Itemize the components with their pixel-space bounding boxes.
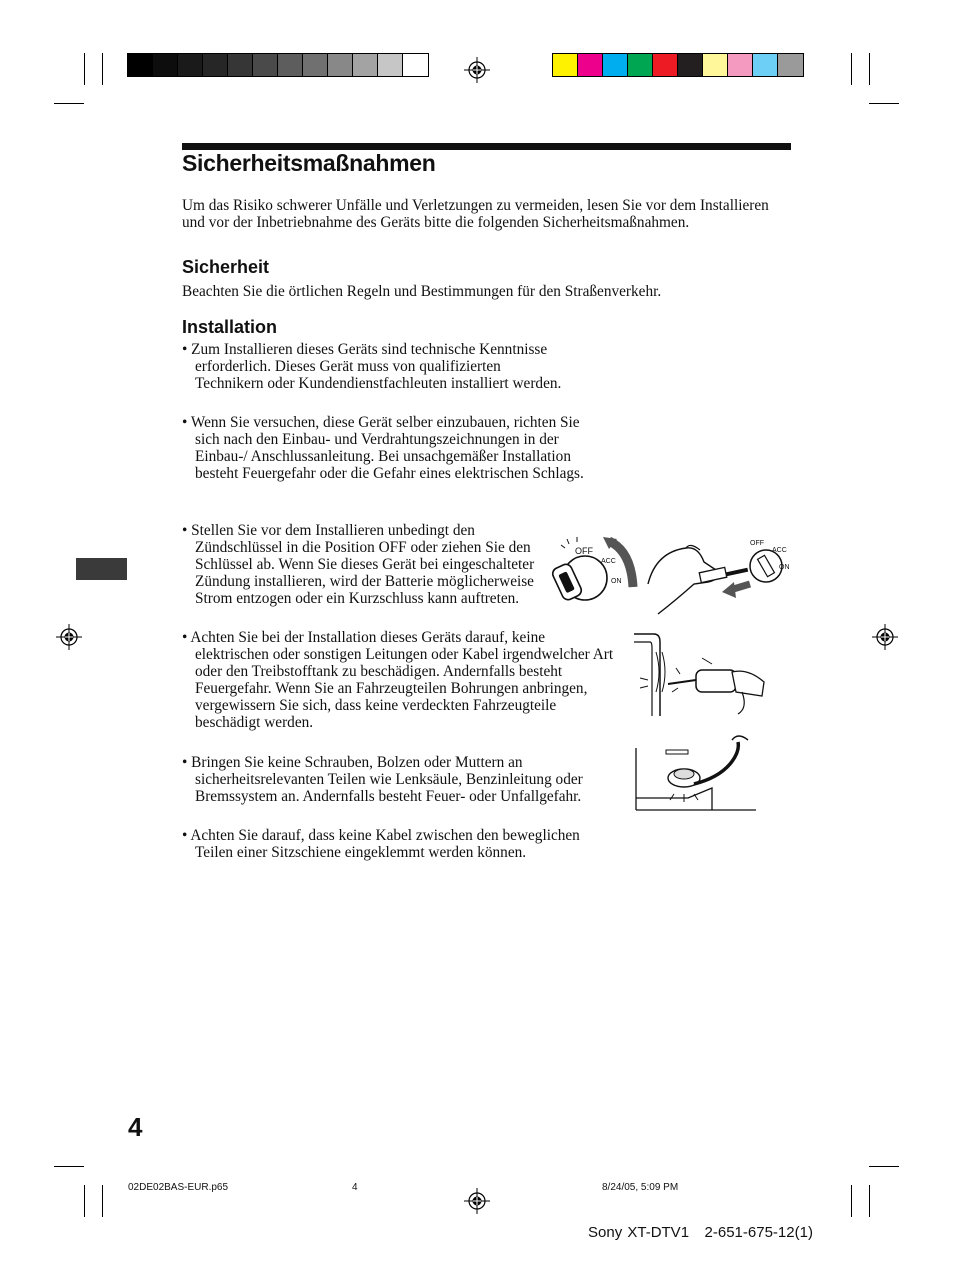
footer-model-number: Sony XT-DTV1 2-651-675-12(1) bbox=[588, 1224, 813, 1241]
key-label-acc: ACC bbox=[772, 547, 787, 554]
list-item: • Bringen Sie keine Schrauben, Bolzen oder Muttern an sicherheitsrelevanten Teilen wie Lenksäule, Benzinleitung oder Bremssystem an. Andernfalls besteht Feuer- oder Unfallgefahr. bbox=[182, 754, 583, 805]
color-swatch bbox=[553, 54, 578, 76]
hand-removing-key-illustration bbox=[646, 540, 792, 616]
color-swatch bbox=[653, 54, 678, 76]
color-swatch bbox=[328, 54, 353, 76]
color-swatch bbox=[703, 54, 728, 76]
color-swatch bbox=[753, 54, 778, 76]
color-swatch bbox=[203, 54, 228, 76]
crop-mark bbox=[84, 53, 85, 85]
key-label-on: ON bbox=[779, 564, 790, 571]
crop-mark bbox=[869, 1185, 870, 1217]
page-number: 4 bbox=[128, 1112, 143, 1142]
color-swatch bbox=[128, 54, 153, 76]
footer-filename: 02DE02BAS-EUR.p65 bbox=[128, 1182, 229, 1193]
grayscale-calibration-bar bbox=[127, 53, 429, 77]
intro-paragraph: Um das Risiko schwerer Unfälle und Verletzungen zu vermeiden, lesen Sie vor dem Installieren und vor der Inbetriebnahme des Geräts bitte die folgenden Sicherheitsmaßnahmen. bbox=[182, 197, 769, 231]
list-item: • Zum Installieren dieses Geräts sind technische Kenntnisse erforderlich. Dieses Gerät muss von qualifizierten Technikern oder Kundendienstfachleuten installiert werden. bbox=[182, 341, 562, 392]
drilling-illustration bbox=[632, 632, 768, 716]
crop-mark bbox=[869, 53, 870, 85]
footer-timestamp: 8/24/05, 5:09 PM bbox=[602, 1182, 679, 1193]
crop-mark bbox=[84, 1185, 85, 1217]
crop-mark bbox=[851, 53, 852, 85]
color-swatch bbox=[403, 54, 428, 76]
ignition-key-illustration bbox=[545, 535, 641, 607]
key-label-off: OFF bbox=[750, 540, 764, 547]
registration-mark-icon bbox=[56, 624, 82, 650]
crop-mark bbox=[869, 1166, 899, 1167]
crop-mark bbox=[102, 53, 103, 85]
crop-mark bbox=[851, 1185, 852, 1217]
list-item: • Achten Sie bei der Installation dieses Geräts darauf, keine elektrischen oder sonstigen Leitungen oder Kabel irgendwelcher Art oder den Treibstofftank zu beschädigen. Andernfalls besteht Feuergefahr. Wenn Sie an Fahrzeugteilen Bohrungen anbringen, vergewissern Sie sich, dass keine verdeckten Fahrzeugteile beschädigt werden. bbox=[182, 629, 614, 731]
list-item: • Wenn Sie versuchen, diese Gerät selber einzubauen, richten Sie sich nach den Einbau- und Verdrahtungszeichnungen in der Einbau-/ Anschlussanleitung. Bei unsachgemäßer Installation besteht Feuergefahr oder die Gefahr eines elektrischen Schlags. bbox=[182, 414, 584, 482]
color-swatch bbox=[353, 54, 378, 76]
section-tab-marker bbox=[76, 558, 127, 580]
list-item: • Achten Sie darauf, dass keine Kabel zwischen den beweglichen Teilen einer Sitzschiene eingeklemmt werden können. bbox=[182, 827, 580, 861]
registration-mark-icon bbox=[464, 1188, 490, 1214]
color-swatch bbox=[728, 54, 753, 76]
color-swatch bbox=[178, 54, 203, 76]
bolt-mounting-illustration bbox=[634, 734, 758, 812]
color-swatch bbox=[303, 54, 328, 76]
color-swatch bbox=[778, 54, 803, 76]
color-swatch bbox=[153, 54, 178, 76]
color-swatch bbox=[378, 54, 403, 76]
list-item: • Stellen Sie vor dem Installieren unbedingt den Zündschlüssel in die Position OFF oder ziehen Sie den Schlüssel ab. Wenn Sie dieses Gerät bei eingeschalteter Zündung installieren, wird der Batterie möglicherweise Strom entzogen oder ein Kurzschluss kann auftreten. bbox=[182, 522, 535, 607]
crop-mark bbox=[54, 103, 84, 104]
color-swatch bbox=[578, 54, 603, 76]
safety-paragraph: Beachten Sie die örtlichen Regeln und Bestimmungen für den Straßenverkehr. bbox=[182, 283, 662, 300]
registration-mark-icon bbox=[464, 57, 490, 83]
key-label-on: ON bbox=[611, 578, 622, 585]
footer-page: 4 bbox=[352, 1182, 358, 1193]
color-swatch bbox=[278, 54, 303, 76]
page-title: Sicherheitsmaßnahmen bbox=[182, 150, 436, 176]
color-swatch bbox=[603, 54, 628, 76]
color-swatch bbox=[678, 54, 703, 76]
crop-mark bbox=[869, 103, 899, 104]
crop-mark bbox=[54, 1166, 84, 1167]
title-rule bbox=[182, 143, 791, 150]
color-swatch bbox=[253, 54, 278, 76]
crop-mark bbox=[102, 1185, 103, 1217]
key-label-off: OFF bbox=[575, 546, 593, 556]
section-heading-installation: Installation bbox=[182, 317, 278, 337]
section-heading-safety: Sicherheit bbox=[182, 257, 270, 277]
registration-mark-icon bbox=[872, 624, 898, 650]
key-label-acc: ACC bbox=[601, 558, 616, 565]
color-swatch bbox=[228, 54, 253, 76]
color-calibration-bar bbox=[552, 53, 804, 77]
color-swatch bbox=[628, 54, 653, 76]
